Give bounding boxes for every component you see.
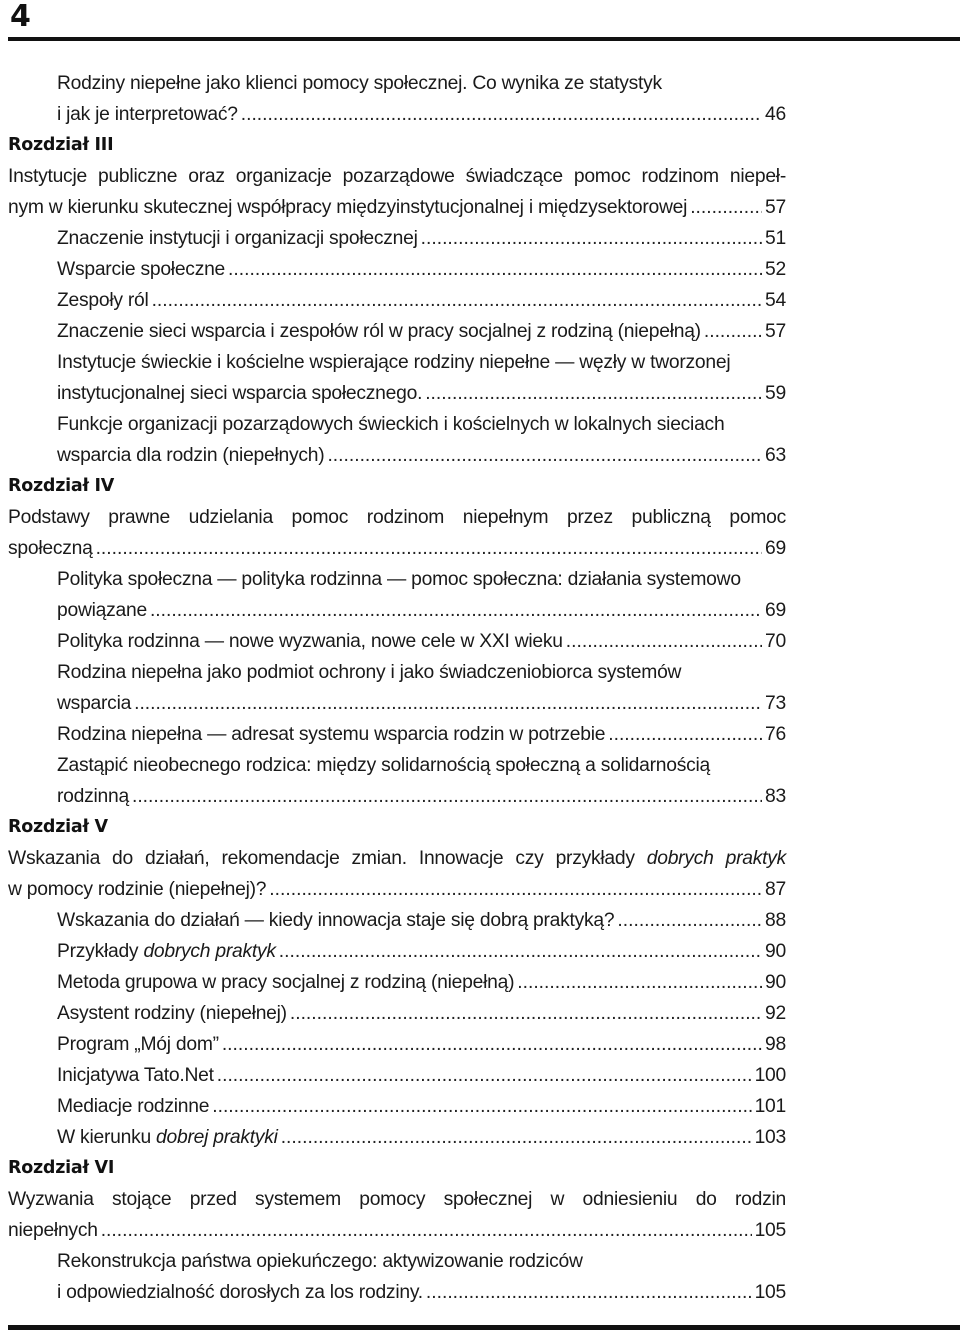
page-ref: 105 (754, 1220, 786, 1241)
page-ref: 90 (765, 941, 786, 962)
entry-title: rodzinną (57, 786, 129, 807)
toc-subentry (8, 998, 786, 1029)
entry-title: Wsparcie społeczne (57, 259, 226, 280)
toc-subentry (8, 657, 786, 719)
toc-subentry (8, 719, 786, 750)
dot-leader (281, 1122, 752, 1153)
entry-title-line: Wyzwania stojące przed systemem pomocy społecznej w odniesieniu do rodzin (8, 1189, 786, 1210)
entry-title: i jak je interpretować? (57, 104, 238, 125)
entry-title: powiązane (57, 600, 147, 621)
page-ref: 101 (754, 1096, 786, 1117)
entry-title: w pomocy rodzinie (niepełnej)? (8, 879, 267, 900)
toc-entry (8, 1184, 786, 1246)
page-ref: 52 (765, 259, 786, 280)
page-ref: 87 (765, 879, 786, 900)
entry-title: i odpowiedzialność dorosłych za los rodziny. (57, 1282, 423, 1303)
toc-subentry (8, 1122, 786, 1153)
entry-title: Rodzina niepełna — adresat systemu wsparcia rodzin w potrzebie (57, 724, 606, 745)
page-ref: 103 (754, 1127, 786, 1148)
dot-leader (269, 874, 762, 905)
page-ref: 57 (765, 197, 786, 218)
dot-leader (566, 626, 762, 657)
page-ref: 59 (765, 383, 786, 404)
toc-subentry (8, 750, 786, 812)
page-ref: 51 (765, 228, 786, 249)
toc-subentry (8, 347, 786, 409)
dot-leader (608, 719, 762, 750)
chapter-heading: Rozdział III (8, 135, 114, 155)
toc-subentry (8, 1060, 786, 1091)
page-ref: 76 (765, 724, 786, 745)
toc-entry (8, 843, 786, 905)
toc-subentry (8, 1029, 786, 1060)
toc-entry (8, 161, 786, 223)
page-ref: 63 (765, 445, 786, 466)
page-ref: 98 (765, 1034, 786, 1055)
toc-entry (8, 502, 786, 564)
dot-leader (222, 1029, 762, 1060)
dot-leader (212, 1091, 751, 1122)
dot-leader (152, 285, 762, 316)
toc-subentry (8, 967, 786, 998)
dot-leader (134, 688, 762, 719)
chapter-heading: Rozdział IV (8, 476, 115, 496)
entry-title: społeczną (8, 538, 93, 559)
entry-title-line: Rodziny niepełne jako klienci pomocy społecznej. Co wynika ze statystyk (57, 73, 662, 94)
entry-title: niepełnych (8, 1220, 98, 1241)
entry-title: instytucjonalnej sieci wsparcia społecznego. (57, 383, 423, 404)
entry-title: wsparcia (57, 693, 132, 714)
entry-title: wsparcia dla rodzin (niepełnych) (57, 445, 325, 466)
dot-leader (217, 1060, 752, 1091)
page-ref: 46 (765, 104, 786, 125)
entry-title-line: Funkcje organizacji pozarządowych świeckich i kościelnych w lokalnych sieciach (57, 414, 725, 435)
toc-subentry (8, 1246, 786, 1308)
dot-leader (425, 378, 762, 409)
dot-leader (426, 1277, 752, 1308)
entry-title: Program „Mój dom” (57, 1034, 219, 1055)
bottom-rule (8, 1325, 960, 1330)
entry-title: Inicjatywa Tato.Net (57, 1065, 214, 1086)
entry-title-line: Wskazania do działań, rekomendacje zmian. Innowacje czy przykłady dobrych praktyk (8, 848, 786, 869)
entry-title: Polityka rodzinna — nowe wyzwania, nowe cele w XXI wieku (57, 631, 563, 652)
page-ref: 92 (765, 1003, 786, 1024)
entry-title-line: Rekonstrukcja państwa opiekuńczego: aktywizowanie rodziców (57, 1251, 583, 1272)
dot-leader (517, 967, 762, 998)
chapter-heading: Rozdział VI (8, 1158, 115, 1178)
dot-leader (617, 905, 762, 936)
page-ref: 69 (765, 538, 786, 559)
page-ref: 57 (765, 321, 786, 342)
page-ref: 70 (765, 631, 786, 652)
page-ref: 100 (754, 1065, 786, 1086)
toc-subentry (8, 905, 786, 936)
page-ref: 54 (765, 290, 786, 311)
entry-title: Asystent rodziny (niepełnej) (57, 1003, 287, 1024)
dot-leader (241, 99, 762, 130)
toc-subentry (8, 626, 786, 657)
entry-title-line: Instytucje świeckie i kościelne wspierające rodziny niepełne — węzły w tworzonej (57, 352, 731, 373)
entry-title: nym w kierunku skutecznej współpracy międzyinstytucjonalnej i międzysektorowej (8, 197, 688, 218)
dot-leader (421, 223, 762, 254)
top-rule (8, 37, 960, 41)
toc-subentry (8, 254, 786, 285)
entry-title: Mediacje rodzinne (57, 1096, 210, 1117)
entry-title: Znaczenie instytucji i organizacji społecznej (57, 228, 418, 249)
page-ref: 88 (765, 910, 786, 931)
dot-leader (704, 316, 762, 347)
dot-leader (150, 595, 762, 626)
toc-subentry (8, 564, 786, 626)
entry-title: W kierunku dobrej praktyki (57, 1127, 278, 1148)
table-of-contents (8, 68, 786, 1308)
dot-leader (690, 192, 762, 223)
entry-title: Znaczenie sieci wsparcia i zespołów ról w pracy socjalnej z rodziną (niepełną) (57, 321, 701, 342)
entry-title-line: Rodzina niepełna jako podmiot ochrony i jako świadczeniobiorca systemów (57, 662, 682, 683)
dot-leader (132, 781, 762, 812)
entry-title-line: Instytucje publiczne oraz organizacje pozarządowe świadczące pomoc rodzinom niepeł- (8, 166, 786, 187)
page-number: 4 (10, 0, 31, 34)
dot-leader (290, 998, 762, 1029)
entry-title: Przykłady dobrych praktyk (57, 941, 276, 962)
dot-leader (101, 1215, 752, 1246)
entry-title-line: Polityka społeczna — polityka rodzinna — pomoc społeczna: działania systemowo (57, 569, 741, 590)
toc-subentry (8, 223, 786, 254)
page-ref: 105 (754, 1282, 786, 1303)
entry-title-line: Podstawy prawne udzielania pomoc rodzinom niepełnym przez publiczną pomoc (8, 507, 786, 528)
toc-subentry (8, 316, 786, 347)
toc-subentry (8, 68, 786, 130)
dot-leader (279, 936, 762, 967)
page-ref: 90 (765, 972, 786, 993)
dot-leader (228, 254, 762, 285)
entry-title: Metoda grupowa w pracy socjalnej z rodziną (niepełną) (57, 972, 515, 993)
entry-title-line: Zastąpić nieobecnego rodzica: między solidarnością społeczną a solidarnością (57, 755, 711, 776)
page-ref: 73 (765, 693, 786, 714)
entry-title: Zespoły ról (57, 290, 149, 311)
toc-subentry (8, 409, 786, 471)
dot-leader (327, 440, 762, 471)
toc-subentry (8, 936, 786, 967)
page-ref: 83 (765, 786, 786, 807)
toc-subentry (8, 1091, 786, 1122)
page-ref: 69 (765, 600, 786, 621)
dot-leader (96, 533, 762, 564)
toc-subentry (8, 285, 786, 316)
entry-title: Wskazania do działań — kiedy innowacja staje się dobrą praktyką? (57, 910, 615, 931)
chapter-heading: Rozdział V (8, 817, 108, 837)
